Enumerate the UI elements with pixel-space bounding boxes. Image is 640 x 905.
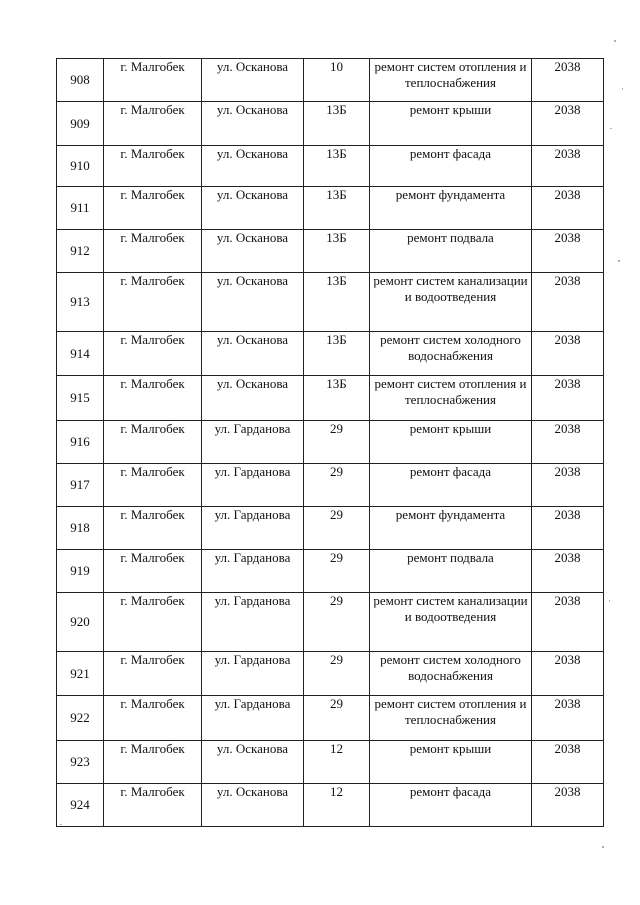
table-row bbox=[57, 230, 604, 273]
work-type-cell: ремонт крыши bbox=[370, 102, 532, 146]
year-cell: 2038 bbox=[532, 652, 604, 696]
row-number: 911 bbox=[57, 187, 104, 230]
house-cell: 13Б bbox=[304, 332, 370, 376]
house-cell: 13Б bbox=[304, 376, 370, 421]
row-number: 917 bbox=[57, 464, 104, 507]
year-cell: 2038 bbox=[532, 741, 604, 784]
row-number: 914 bbox=[57, 332, 104, 376]
house-cell: 29 bbox=[304, 593, 370, 652]
table-row bbox=[57, 464, 604, 507]
work-type-cell: ремонт фундамента bbox=[370, 187, 532, 230]
street-cell: ул. Осканова bbox=[202, 187, 304, 230]
table-row bbox=[57, 332, 604, 376]
street-cell: ул. Осканова bbox=[202, 741, 304, 784]
street-cell: ул. Гарданова bbox=[202, 421, 304, 464]
scan-speck bbox=[614, 40, 616, 42]
repair-schedule-table bbox=[56, 58, 604, 827]
city-cell: г. Малгобек bbox=[104, 187, 202, 230]
work-type-cell: ремонт систем отопления и теплоснабжения bbox=[370, 59, 532, 102]
house-cell: 13Б bbox=[304, 187, 370, 230]
work-type-cell: ремонт систем отопления и теплоснабжения bbox=[370, 376, 532, 421]
year-cell: 2038 bbox=[532, 593, 604, 652]
year-cell: 2038 bbox=[532, 550, 604, 593]
year-cell: 2038 bbox=[532, 273, 604, 332]
house-cell: 13Б bbox=[304, 273, 370, 332]
work-type-cell: ремонт фасада bbox=[370, 784, 532, 827]
row-number: 908 bbox=[57, 59, 104, 102]
work-type-cell: ремонт фасада bbox=[370, 464, 532, 507]
table-row bbox=[57, 507, 604, 550]
city-cell: г. Малгобек bbox=[104, 102, 202, 146]
house-cell: 13Б bbox=[304, 146, 370, 187]
work-type-cell: ремонт систем канализации и водоотведения bbox=[370, 273, 532, 332]
table-row bbox=[57, 187, 604, 230]
row-number: 923 bbox=[57, 741, 104, 784]
scan-speck bbox=[60, 824, 62, 825]
street-cell: ул. Гарданова bbox=[202, 593, 304, 652]
year-cell: 2038 bbox=[532, 230, 604, 273]
city-cell: г. Малгобек bbox=[104, 593, 202, 652]
row-number: 909 bbox=[57, 102, 104, 146]
city-cell: г. Малгобек bbox=[104, 332, 202, 376]
row-number: 918 bbox=[57, 507, 104, 550]
row-number: 921 bbox=[57, 652, 104, 696]
house-cell: 13Б bbox=[304, 102, 370, 146]
table-row bbox=[57, 376, 604, 421]
table-row bbox=[57, 593, 604, 652]
table-row bbox=[57, 550, 604, 593]
house-cell: 29 bbox=[304, 464, 370, 507]
scan-speck bbox=[618, 260, 620, 262]
row-number: 916 bbox=[57, 421, 104, 464]
house-cell: 12 bbox=[304, 784, 370, 827]
city-cell: г. Малгобек bbox=[104, 230, 202, 273]
work-type-cell: ремонт подвала bbox=[370, 550, 532, 593]
house-cell: 13Б bbox=[304, 230, 370, 273]
city-cell: г. Малгобек bbox=[104, 421, 202, 464]
street-cell: ул. Гарданова bbox=[202, 550, 304, 593]
year-cell: 2038 bbox=[532, 421, 604, 464]
scan-speck bbox=[609, 600, 610, 602]
city-cell: г. Малгобек bbox=[104, 784, 202, 827]
year-cell: 2038 bbox=[532, 102, 604, 146]
table-row bbox=[57, 741, 604, 784]
street-cell: ул. Гарданова bbox=[202, 652, 304, 696]
house-cell: 12 bbox=[304, 741, 370, 784]
scan-speck bbox=[622, 88, 623, 90]
street-cell: ул. Осканова bbox=[202, 59, 304, 102]
year-cell: 2038 bbox=[532, 784, 604, 827]
row-number: 913 bbox=[57, 273, 104, 332]
row-number: 910 bbox=[57, 146, 104, 187]
house-cell: 29 bbox=[304, 550, 370, 593]
house-cell: 29 bbox=[304, 652, 370, 696]
street-cell: ул. Осканова bbox=[202, 230, 304, 273]
house-cell: 29 bbox=[304, 507, 370, 550]
table-row bbox=[57, 696, 604, 741]
house-cell: 29 bbox=[304, 421, 370, 464]
street-cell: ул. Осканова bbox=[202, 102, 304, 146]
work-type-cell: ремонт крыши bbox=[370, 421, 532, 464]
year-cell: 2038 bbox=[532, 376, 604, 421]
table-row bbox=[57, 102, 604, 146]
table-row bbox=[57, 784, 604, 827]
work-type-cell: ремонт подвала bbox=[370, 230, 532, 273]
scan-speck bbox=[602, 846, 604, 848]
year-cell: 2038 bbox=[532, 507, 604, 550]
city-cell: г. Малгобек bbox=[104, 59, 202, 102]
house-cell: 10 bbox=[304, 59, 370, 102]
year-cell: 2038 bbox=[532, 696, 604, 741]
street-cell: ул. Гарданова bbox=[202, 507, 304, 550]
table-row bbox=[57, 146, 604, 187]
scan-speck bbox=[610, 128, 612, 129]
table-row bbox=[57, 273, 604, 332]
city-cell: г. Малгобек bbox=[104, 652, 202, 696]
work-type-cell: ремонт крыши bbox=[370, 741, 532, 784]
table-row bbox=[57, 59, 604, 102]
work-type-cell: ремонт систем холодного водоснабжения bbox=[370, 652, 532, 696]
work-type-cell: ремонт фундамента bbox=[370, 507, 532, 550]
row-number: 922 bbox=[57, 696, 104, 741]
row-number: 915 bbox=[57, 376, 104, 421]
year-cell: 2038 bbox=[532, 187, 604, 230]
city-cell: г. Малгобек bbox=[104, 550, 202, 593]
table-row bbox=[57, 421, 604, 464]
row-number: 919 bbox=[57, 550, 104, 593]
city-cell: г. Малгобек bbox=[104, 741, 202, 784]
work-type-cell: ремонт фасада bbox=[370, 146, 532, 187]
city-cell: г. Малгобек bbox=[104, 507, 202, 550]
street-cell: ул. Осканова bbox=[202, 273, 304, 332]
row-number: 912 bbox=[57, 230, 104, 273]
street-cell: ул. Осканова bbox=[202, 146, 304, 187]
street-cell: ул. Гарданова bbox=[202, 696, 304, 741]
year-cell: 2038 bbox=[532, 464, 604, 507]
city-cell: г. Малгобек bbox=[104, 376, 202, 421]
city-cell: г. Малгобек bbox=[104, 273, 202, 332]
year-cell: 2038 bbox=[532, 146, 604, 187]
street-cell: ул. Осканова bbox=[202, 376, 304, 421]
work-type-cell: ремонт систем канализации и водоотведения bbox=[370, 593, 532, 652]
city-cell: г. Малгобек bbox=[104, 696, 202, 741]
work-type-cell: ремонт систем холодного водоснабжения bbox=[370, 332, 532, 376]
house-cell: 29 bbox=[304, 696, 370, 741]
street-cell: ул. Осканова bbox=[202, 332, 304, 376]
city-cell: г. Малгобек bbox=[104, 464, 202, 507]
year-cell: 2038 bbox=[532, 332, 604, 376]
street-cell: ул. Осканова bbox=[202, 784, 304, 827]
table-row bbox=[57, 652, 604, 696]
work-type-cell: ремонт систем отопления и теплоснабжения bbox=[370, 696, 532, 741]
year-cell: 2038 bbox=[532, 59, 604, 102]
row-number: 920 bbox=[57, 593, 104, 652]
row-number: 924 bbox=[57, 784, 104, 827]
city-cell: г. Малгобек bbox=[104, 146, 202, 187]
street-cell: ул. Гарданова bbox=[202, 464, 304, 507]
